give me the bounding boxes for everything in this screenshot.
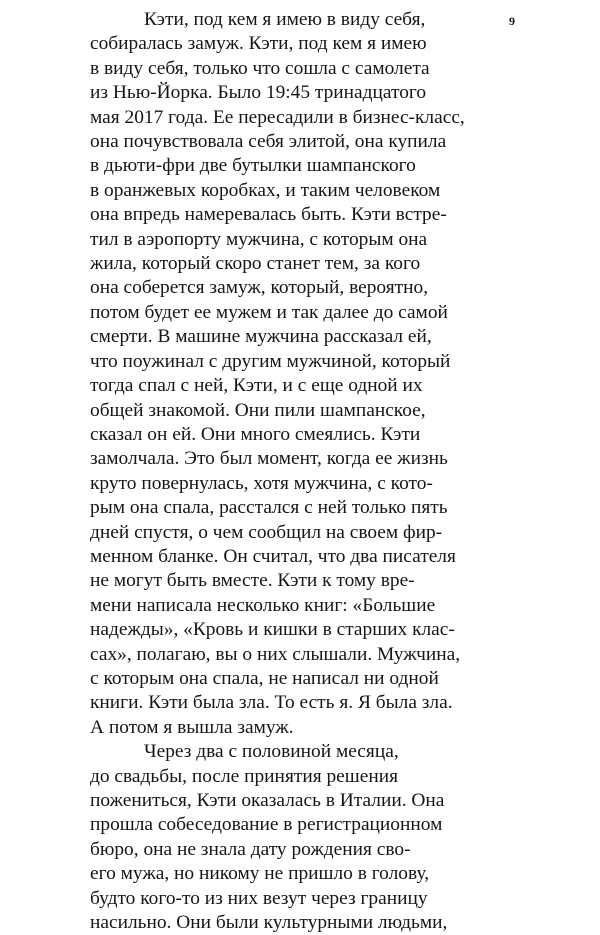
text-line: Через два с половиной месяца, — [144, 741, 399, 763]
text-line: жила, который скоро станет тем, за кого — [90, 253, 421, 275]
text-line: замолчала. Это был момент, когда ее жизнь — [90, 448, 448, 470]
text-line: в оранжевых коробках, и таким человеком — [90, 179, 441, 201]
text-line: она впредь намеревалась быть. Кэти встре- — [90, 204, 447, 226]
text-line: менном бланке. Он считал, что два писателя — [90, 545, 456, 567]
text-line: она соберется замуж, который, вероятно, — [90, 277, 429, 299]
text-line: не могут быть вместе. Кэти к тому вре- — [90, 570, 415, 592]
text-line: в дьюти-фри две бутылки шампанского — [90, 155, 416, 177]
text-line: насильно. Они были культурными людьми, — [90, 912, 448, 934]
text-line: потом будет ее мужем и так далее до самой — [90, 301, 448, 323]
text-line: тил в аэропорту мужчина, с которым она — [90, 228, 428, 250]
text-line: собиралась замуж. Кэти, под кем я имею — [90, 33, 427, 55]
text-line: А потом я вышла замуж. — [90, 716, 294, 738]
text-line: общей знакомой. Они пили шампанское, — [90, 399, 426, 421]
text-line: рым она спала, расстался с ней только пять — [90, 497, 448, 519]
text-line: из Нью-Йорка. Было 19:45 тринадцатого — [90, 82, 427, 104]
text-line: круто повернулась, хотя мужчина, с кото- — [90, 472, 433, 494]
text-line: бюро, она не знала дату рождения сво- — [90, 838, 411, 860]
text-line: его мужа, но никому не пришло в голову, — [90, 863, 430, 885]
page-number: 9 — [509, 14, 515, 28]
text-line: пожениться, Кэти оказалась в Италии. Она — [90, 790, 445, 811]
text-line: надежды», «Кровь и кишки в старших клас- — [90, 619, 455, 641]
text-line: сах», полагаю, вы о них слышали. Мужчина, — [90, 643, 461, 665]
text-line: смерти. В машине мужчина рассказал ей, — [90, 326, 432, 348]
text-line: она почувствовала себя элитой, она купила — [90, 131, 447, 153]
text-line: дней спустя, о чем сообщил на своем фир- — [90, 521, 443, 543]
text-line: мая 2017 года. Ее пересадили в бизнес-класс, — [90, 106, 465, 128]
text-line: сказал он ей. Они много смеялись. Кэти — [90, 423, 421, 445]
text-line: тогда спал с ней, Кэти, и с еще одной их — [90, 375, 423, 397]
body-text — [90, 8, 520, 935]
text-line: будто кого-то из них везут через границу — [90, 887, 428, 909]
text-line: книги. Кэти была зла. То есть я. Я была зла. — [90, 692, 453, 714]
text-line: мени написала несколько книг: «Большие — [90, 594, 436, 616]
text-line: прошла собеседование в регистрационном — [90, 814, 443, 836]
text-line: с которым она спала, не написал ни одной — [90, 667, 439, 689]
text-line: в виду себя, только что сошла с самолета — [90, 57, 430, 79]
text-line: до свадьбы, после принятия решения — [90, 765, 398, 787]
text-line: что поужинал с другим мужчиной, который — [90, 350, 451, 372]
text-line: Кэти, под кем я имею в виду себя, — [144, 9, 426, 30]
